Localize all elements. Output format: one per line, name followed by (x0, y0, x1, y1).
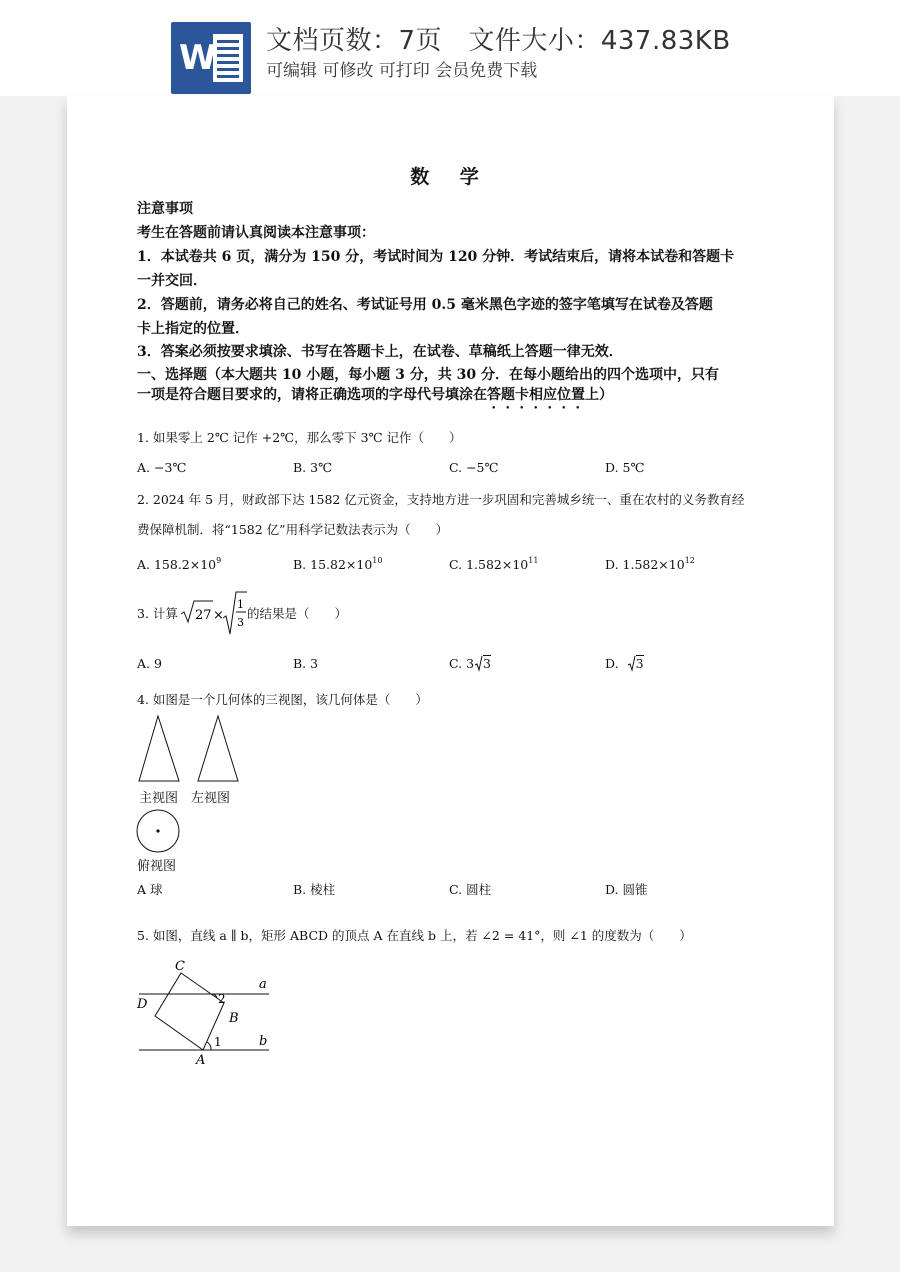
q4-option-d: D. 圆锥 (605, 882, 648, 897)
word-icon-letter: W (179, 38, 217, 78)
section-heading-line-2: 一项是符合题目要求的，请将正确选项的字母代号填涂在答题卡相应位置上） (137, 387, 613, 403)
q4-left-view-label: 左视图 (191, 791, 231, 806)
q1-option-c: C. −5℃ (449, 460, 499, 475)
download-banner (0, 0, 900, 96)
page-title: 数 学 (410, 166, 491, 188)
notice-item-2b: 卡上指定的位置． (137, 321, 249, 337)
q2-option-c: C. $1.582\times 10^{11}$ (449, 556, 539, 572)
q1-option-d: D. 5℃ (605, 460, 645, 475)
q1-option-a: A. −3℃ (137, 460, 187, 475)
q3-fraction-numerator: 1 (237, 598, 244, 611)
label-angle-1: 1 (214, 1035, 222, 1049)
q2-option-d: D. $1.582\times 10^{12}$ (605, 556, 695, 572)
banner-title: 文档页数：7页 文件大小：437.83KB (266, 26, 731, 56)
q4-top-view (136, 809, 182, 855)
notice-item-1a: 1．本试卷共 6 页，满分为 150 分，考试时间为 120 分钟．考试结束后，请将本试卷和答题卡 (137, 249, 735, 265)
q4-option-a: A 球 (137, 882, 163, 897)
notice-item-2a: 2．答题前，请务必将自己的姓名、考试证号用 0.5 毫米黑色字迹的签字笔填写在试卷及答题 (137, 297, 713, 313)
label-line-b: b (259, 1034, 268, 1049)
q2-option-b: B. $15.82\times 10^{10}$ (293, 556, 383, 572)
question-3-suffix: 的结果是（ ） (247, 606, 348, 621)
label-B: B (229, 1011, 239, 1026)
word-document-icon (171, 22, 251, 94)
q3-expression (179, 590, 249, 638)
notice-heading: 注意事项 (137, 201, 193, 217)
q4-option-c: C. 圆柱 (449, 882, 492, 897)
question-4: 4. 如图是一个几何体的三视图，该几何体是（ ） (137, 692, 428, 707)
q3-option-c: C. 3 3 (449, 656, 491, 671)
q4-front-view-label: 主视图 (139, 791, 179, 806)
notice-intro: 考生在答题前请认真阅读本注意事项： (137, 225, 375, 241)
q3-fraction-denominator: 3 (237, 616, 244, 629)
q3-radicand-27: 27 (195, 608, 212, 623)
question-1: 1. 如果零上 2℃ 记作 +2℃，那么零下 3℃ 记作（ ） (137, 430, 462, 445)
section-heading-line-1: 一、选择题（本大题共 10 小题，每小题 3 分，共 30 分．在每小题给出的四个选项中，只有 (137, 367, 719, 383)
banner-subtitle: 可编辑 可修改 可打印 会员免费下载 (266, 61, 538, 81)
label-A: A (196, 1053, 206, 1068)
label-C: C (175, 959, 185, 974)
exam-page (67, 96, 834, 1226)
label-angle-2: 2 (218, 992, 226, 1006)
q2-option-a: A. $158.2\times 10^9$ (137, 556, 222, 572)
word-icon-sheet (213, 34, 243, 82)
q1-option-b: B. 3℃ (293, 460, 333, 475)
question-2-line-1: 2. 2024 年 5 月，财政部下达 1582 亿元资金，支持地方进一步巩固和完善城乡统一、重在农村的义务教育经 (137, 492, 745, 507)
question-3-prefix: 3. 计算 (137, 606, 178, 621)
label-D: D (137, 997, 148, 1012)
q3-option-b: B. 3 (293, 656, 319, 671)
label-line-a: a (259, 977, 267, 992)
q3-times: × (213, 608, 224, 623)
question-2-line-2: 费保障机制．将“1582 亿”用科学记数法表示为（ ） (137, 522, 449, 537)
q4-top-view-label: 俯视图 (137, 859, 177, 874)
notice-item-1b: 一并交回． (137, 273, 207, 289)
q3-option-a: A. 9 (137, 656, 162, 671)
question-5: 5. 如图，直线 a ∥ b，矩形 ABCD 的顶点 A 在直线 b 上，若 ∠2 = 41°，则 ∠1 的度数为（ ） (137, 928, 692, 943)
q5-figure (133, 956, 273, 1070)
notice-item-3: 3．答案必须按要求填涂、书写在答题卡上，在试卷、草稿纸上答题一律无效． (137, 344, 623, 360)
q4-front-left-views (137, 714, 247, 784)
dotted-emphasis: 答题卡相应位置 (487, 387, 585, 403)
q4-option-b: B. 棱柱 (293, 882, 336, 897)
q3-option-d: D. 3 (605, 656, 644, 671)
